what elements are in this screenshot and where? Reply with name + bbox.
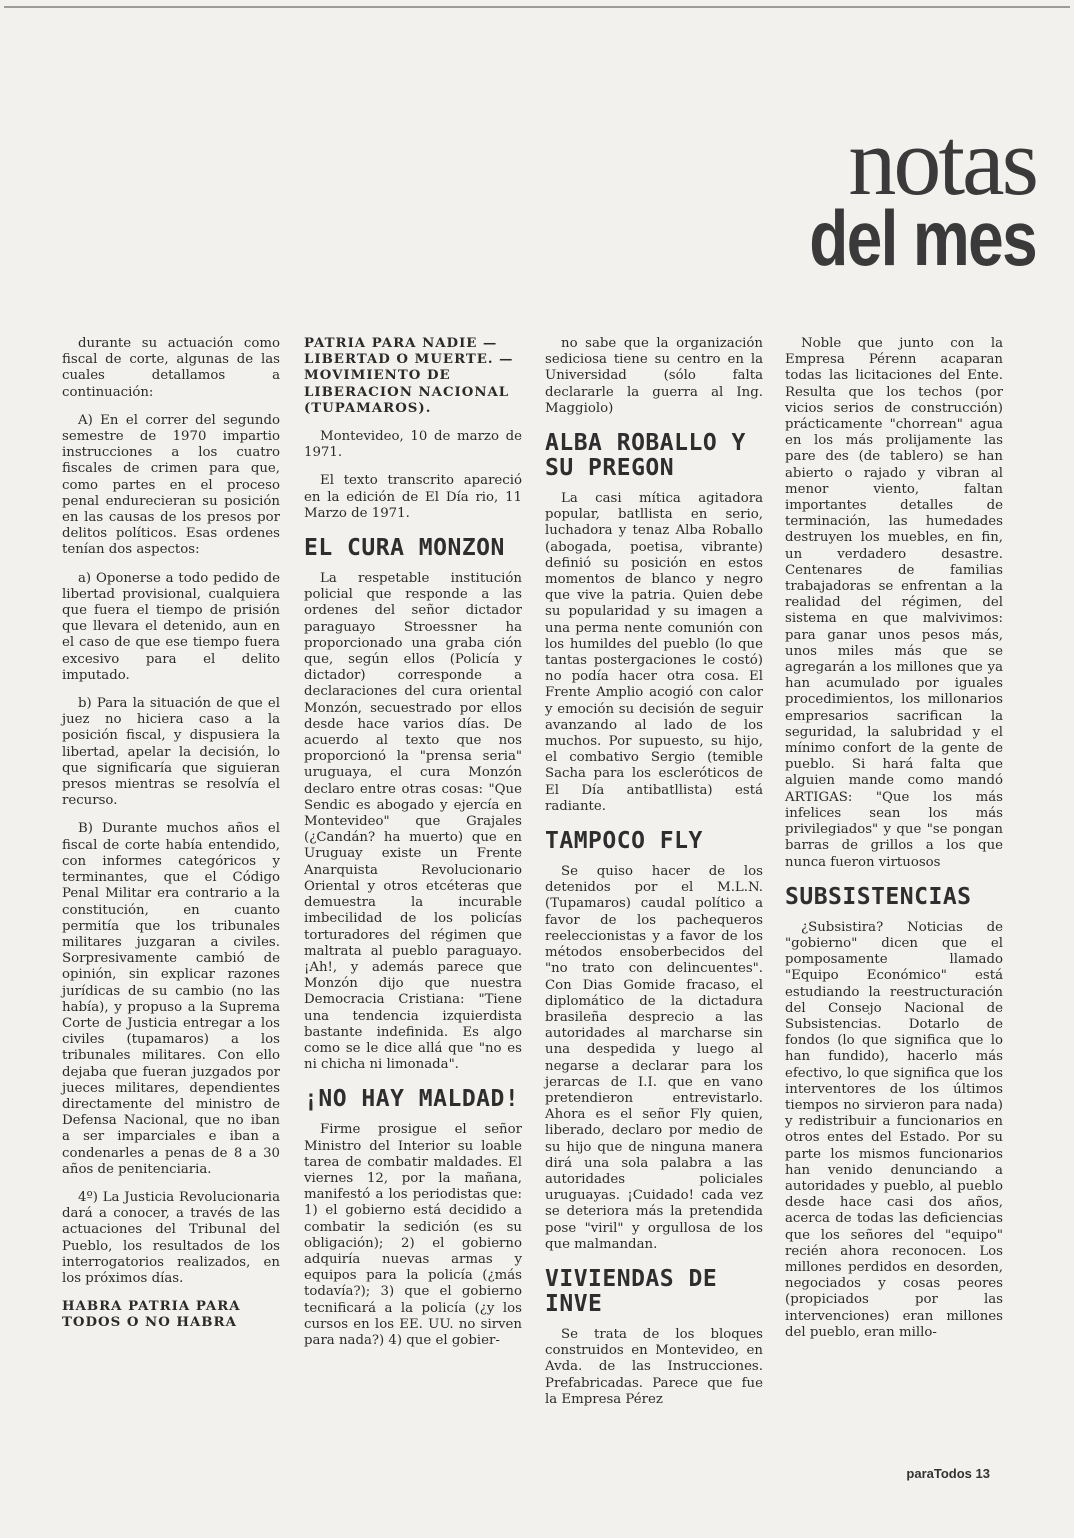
slogan-text: PATRIA PARA NADIE — LIBERTAD O MUERTE. — MOVIMIENTO DE LIBERACION NACIONAL (TUPAMAROS). <box>304 336 514 416</box>
masthead-top-word: notas <box>848 108 1036 215</box>
article-column-2 <box>304 336 522 1361</box>
section-heading: EL CURA MONZON <box>304 535 505 562</box>
paragraph: A) En el correr del segundo semestre de 1970 impartio instrucciones a los cuatro fiscales de crimen para que, como partes en el proceso penal endurecieran su posición en las causas de los presos por delitos políticos. Esas ordenes tenían dos aspectos: <box>62 412 280 558</box>
paragraph: a) Oponerse a todo pedido de libertad provisional, cualquiera que fuera el tiempo de prisión que llevara el detenido, aun en el caso de que ese tiempo fuera excesivo para el delito imputado. <box>62 570 280 683</box>
paragraph: La casi mítica agitadora popular, batllista en serio, luchadora y tenaz Alba Roballo (abogada, poetisa, vibrante) definió su posición en estos momentos de blanco y negro que vive la patria. Quien debe su popularidad y su imagen a una perma nente comunión con los humildes del pueblo (lo que tantas postergaciones le costó) no podía hacer otra cosa. El Frente Amplio acogió con calor y emoción su decisión de seguir avanzando al lado de los muchos. Por supuesto, su hijo, el combativo Sergio (temible Sacha para los escleróticos de El Día antibatllista) está radiante. <box>545 491 763 814</box>
paragraph: b) Para la situación de que el juez no hiciera caso a la posición fiscal, y dispusiera la libertad, apelar la decisión, lo que significaría que siguieran presos mientras se resolvía el recurso. <box>62 696 280 809</box>
masthead-bottom-word: del mes <box>809 194 1036 282</box>
paragraph: 4º) La Justicia Revolucionaria dará a conocer, a través de las actuaciones del Tribunal del Pueblo, los resultados de los interrogatorios realizados, en los próximos días. <box>62 1189 280 1286</box>
section-heading: ¡NO HAY MALDAD! <box>304 1086 520 1113</box>
paragraph: Se quiso hacer de los detenidos por el M.L.N. (Tupamaros) caudal político a favor de los pachequeros reeleccionistas y a favor de los métodos ensoberbecidos del "no trato con delincuentes". Con Dias Gomide fracaso, el diplomático de la dictadura brasileña desprecio a las autoridades al marcharse sin una despedida y luego al negarse a declarar para los jerarcas de I.I. que en vano pretendieron entrevistarlo. Ahora es el señor Fly quien, liberado, declaro por medio de su hijo que de ninguna manera dirá una sola palabra a las autoridades policiales uruguayas. ¡Cuidado! cada vez se deteriora más la pretendida pose "viril" y orgullosa de los que malmandan. <box>545 864 763 1252</box>
paragraph: durante su actuación como fiscal de corte, algunas de las cuales detallamos a continuación: <box>62 336 280 400</box>
article-column-4 <box>785 336 1003 1353</box>
paragraph: no sabe que la organización sediciosa tiene su centro en la Universidad (sólo falta declararle la guerra al Ing. Maggiolo) <box>545 336 763 416</box>
section-masthead <box>736 108 1036 282</box>
section-heading: SUBSISTENCIAS <box>785 883 972 910</box>
paragraph: Se trata de los bloques construidos en Montevideo, en Avda. de las Instrucciones. Prefabricadas. Parece que fue la Empresa Pérez <box>545 1326 763 1407</box>
slogan-text: HABRA PATRIA PARA TODOS O NO HABRA <box>62 1299 241 1331</box>
paragraph: Montevideo, 10 de marzo de 1971. <box>304 429 522 461</box>
paragraph: El texto transcrito apareció en la edición de El Día rio, 11 Marzo de 1971. <box>304 473 522 521</box>
page-number: 13 <box>975 1466 990 1481</box>
page-footer <box>906 1466 990 1481</box>
footer-brand: paraTodos <box>906 1466 972 1481</box>
paragraph: B) Durante muchos años el fiscal de corte había entendido, con informes categóricos y terminantes, que el Código Penal Militar era contrario a la constitución, en cuanto permitía que los tribunales militares juzgaran a civiles. Sorpresivamente cambió de opinión, sin explicar razones jurídicas de su cambio (no las había), y propuso a la Suprema Corte de Justicia entregar a los civiles (tupamaros) a los tribunales militares. Con ello dejaba que fueran juzgados por jueces militares, dependientes directamente del ministro de Defensa Nacional, que no iban a ser imparciales e iban a condenarles a penas de 8 a 30 años de penitenciaria. <box>62 821 280 1177</box>
page-top-rule <box>4 6 1070 8</box>
paragraph: ¿Subsistira? Noticias de "gobierno" dicen que el pomposamente llamado "Equipo Económico" está estudiando la reestructuración del Consejo Nacional de Subsistencias. Dotarlo de fondos (lo que significa que lo han fundido), hacerlo más efectivo, lo que significa que los interventores de los últimos tiempos no sirvieron para nada) y redistribuir a funcionarios en otros entes del Estado. Por su parte los mismos funcionarios han venido denunciando a autoridades y pueblo, al pueblo desde hace casi dos años, acerca de todas las deficiencias que los señores del "equipo" recién ahora reconocen. Los millones perdidos en desorden, negociados y cosas peores (propiciados por las intervenciones) eran millones del pueblo, eran millo- <box>785 919 1003 1340</box>
article-column-3 <box>545 336 763 1420</box>
section-heading: ALBA ROBALLO Y SU PREGON <box>545 430 746 482</box>
section-heading: VIVIENDAS DE INVE <box>545 1265 718 1317</box>
article-column-1 <box>62 336 280 1344</box>
paragraph: La respetable institución policial que responde a las ordenes del señor dictador paraguayo Stroessner ha proporcionado una graba ción que, según ellos (Policía y dictador) corresponde a declaraciones del cura oriental Monzón, secuestrado por ellos desde hace varios días. De acuerdo al texto que nos proporcionó la "prensa seria" uruguaya, el cura Monzón declaro entre otras cosas: "Que Sendic es abogado y ejercía en Montevideo" que Grajales (¿Candán? ha muerto) que en Uruguay existe un Frente Anarquista Revolucionario Oriental y otros etcéteras que demuestra la incurable imbecilidad de los policías torturadores del régimen que maltrata al pueblo paraguayo. ¡Ah!, y además parece que Monzón dijo que nuestra Democracia Cristiana: "Tiene una tendencia izquierdista bastante indefinida. Es algo como se le dice allá que "no es ni chicha ni limonada". <box>304 571 522 1073</box>
paragraph: Firme prosigue el señor Ministro del Interior su loable tarea de combatir maldades. El viernes 12, por la mañana, manifestó a los periodistas que: 1) el gobierno está decidido a combatir la sedición (es su obligación); 2) el gobierno adquiría nuevas armas y equipos para la policía (¿más todavía?); 3) que el gobierno tecnificará a la policía (¿y los cursos en los EE. UU. no sirven para nada?) 4) que el gobier- <box>304 1122 522 1348</box>
section-heading: TAMPOCO FLY <box>545 828 703 855</box>
paragraph: Noble que junto con la Empresa Pérenn acaparan todas las licitaciones del Ente. Resulta que los techos (por vicios serios de construcción) prácticamente "chorrean" agua en los más prolijamente las pare des (de tablero) se han abierto o rajado y vibran al menor viento, faltan importantes detalles de terminación, las humedades destruyen los muebles, en fin, un verdadero desastre. Centenares de familias trabajadoras se enfrentan a la realidad del régimen, del sistema en que malvivimos: para ganar unos pesos más, unos miles más que se agregarán a los millones que ya han acumulado por iguales procedimientos, los millonarios empresarios sacrifican la seguridad, la salubridad y el mínimo confort de la gente de pueblo. Si hará falta que alguien mande como mandó ARTIGAS: "Que los más infelices sean los más privilegiados" y que "se pongan barras de grillos a los que nunca fueron virtuosos <box>785 336 1003 870</box>
